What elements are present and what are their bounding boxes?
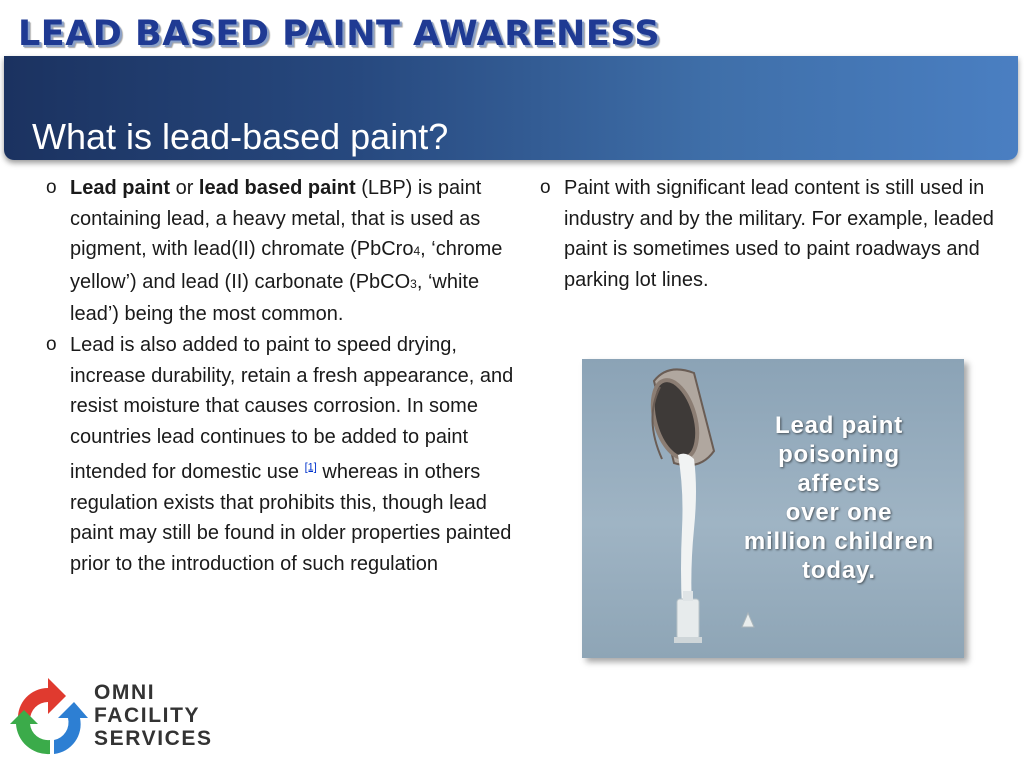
bullet-text: whereas in others regulation exists that prohibits this, though lead paint may still be found in older properties painted prior to the introduction of such regulation <box>70 461 512 575</box>
term-lead-based-paint: lead based paint <box>198 177 356 199</box>
logo-wordmark <box>94 681 213 750</box>
bottle-cap-icon <box>742 613 754 627</box>
logo-line: OMNI <box>94 681 156 704</box>
bullet-text: , ‘chrome yellow’) and lead (II) carbonate (PbCO <box>70 238 503 293</box>
right-column <box>540 173 1000 295</box>
bullet-item <box>540 173 1000 295</box>
bottle-icon <box>674 591 702 643</box>
subscript: 3 <box>410 276 417 291</box>
bullet-item <box>46 173 516 330</box>
presentation-title: LEAD BASED PAINT AWARENESS <box>18 14 661 54</box>
logo-line: SERVICES <box>94 727 213 750</box>
footnote-link[interactable]: [1] <box>304 461 317 474</box>
bullet-marker: o <box>540 177 551 198</box>
subscript: 4 <box>413 244 421 259</box>
bullet-text: Lead is also added to paint to speed drying, increase durability, retain a fresh appearance, and resist moisture that causes corrosion. In some countries lead continues to be added to paint intended for domestic use <box>70 333 514 483</box>
term-lead-paint: Lead paint <box>70 177 171 199</box>
lead-paint-poster-image <box>582 359 964 658</box>
bullet-text: , ‘white lead’) being the most common. <box>70 270 480 326</box>
paint-can-icon <box>645 369 714 465</box>
recycle-arrows-icon <box>10 674 88 758</box>
slide-title: What is lead-based paint? <box>32 116 449 157</box>
logo-line: FACILITY <box>94 704 201 727</box>
title-banner <box>4 56 1018 160</box>
bullet-text: Paint with significant lead content is still used in industry and by the military. For example, leaded paint is sometimes used to paint roadways and parking lot lines. <box>564 177 994 291</box>
bullet-item <box>46 330 516 579</box>
bullet-marker: o <box>46 333 57 355</box>
left-column <box>46 173 516 579</box>
bullet-text: (LBP) is paint containing lead, a heavy metal, that is used as pigment, with lead(II) chromate (PbCro <box>70 177 482 261</box>
paint-stream-icon <box>678 454 696 609</box>
bullet-text: or <box>170 177 199 199</box>
image-caption: Lead paint poisoning affects over one million children today. <box>743 412 935 584</box>
company-logo <box>10 674 220 760</box>
bullet-marker: o <box>46 177 57 198</box>
